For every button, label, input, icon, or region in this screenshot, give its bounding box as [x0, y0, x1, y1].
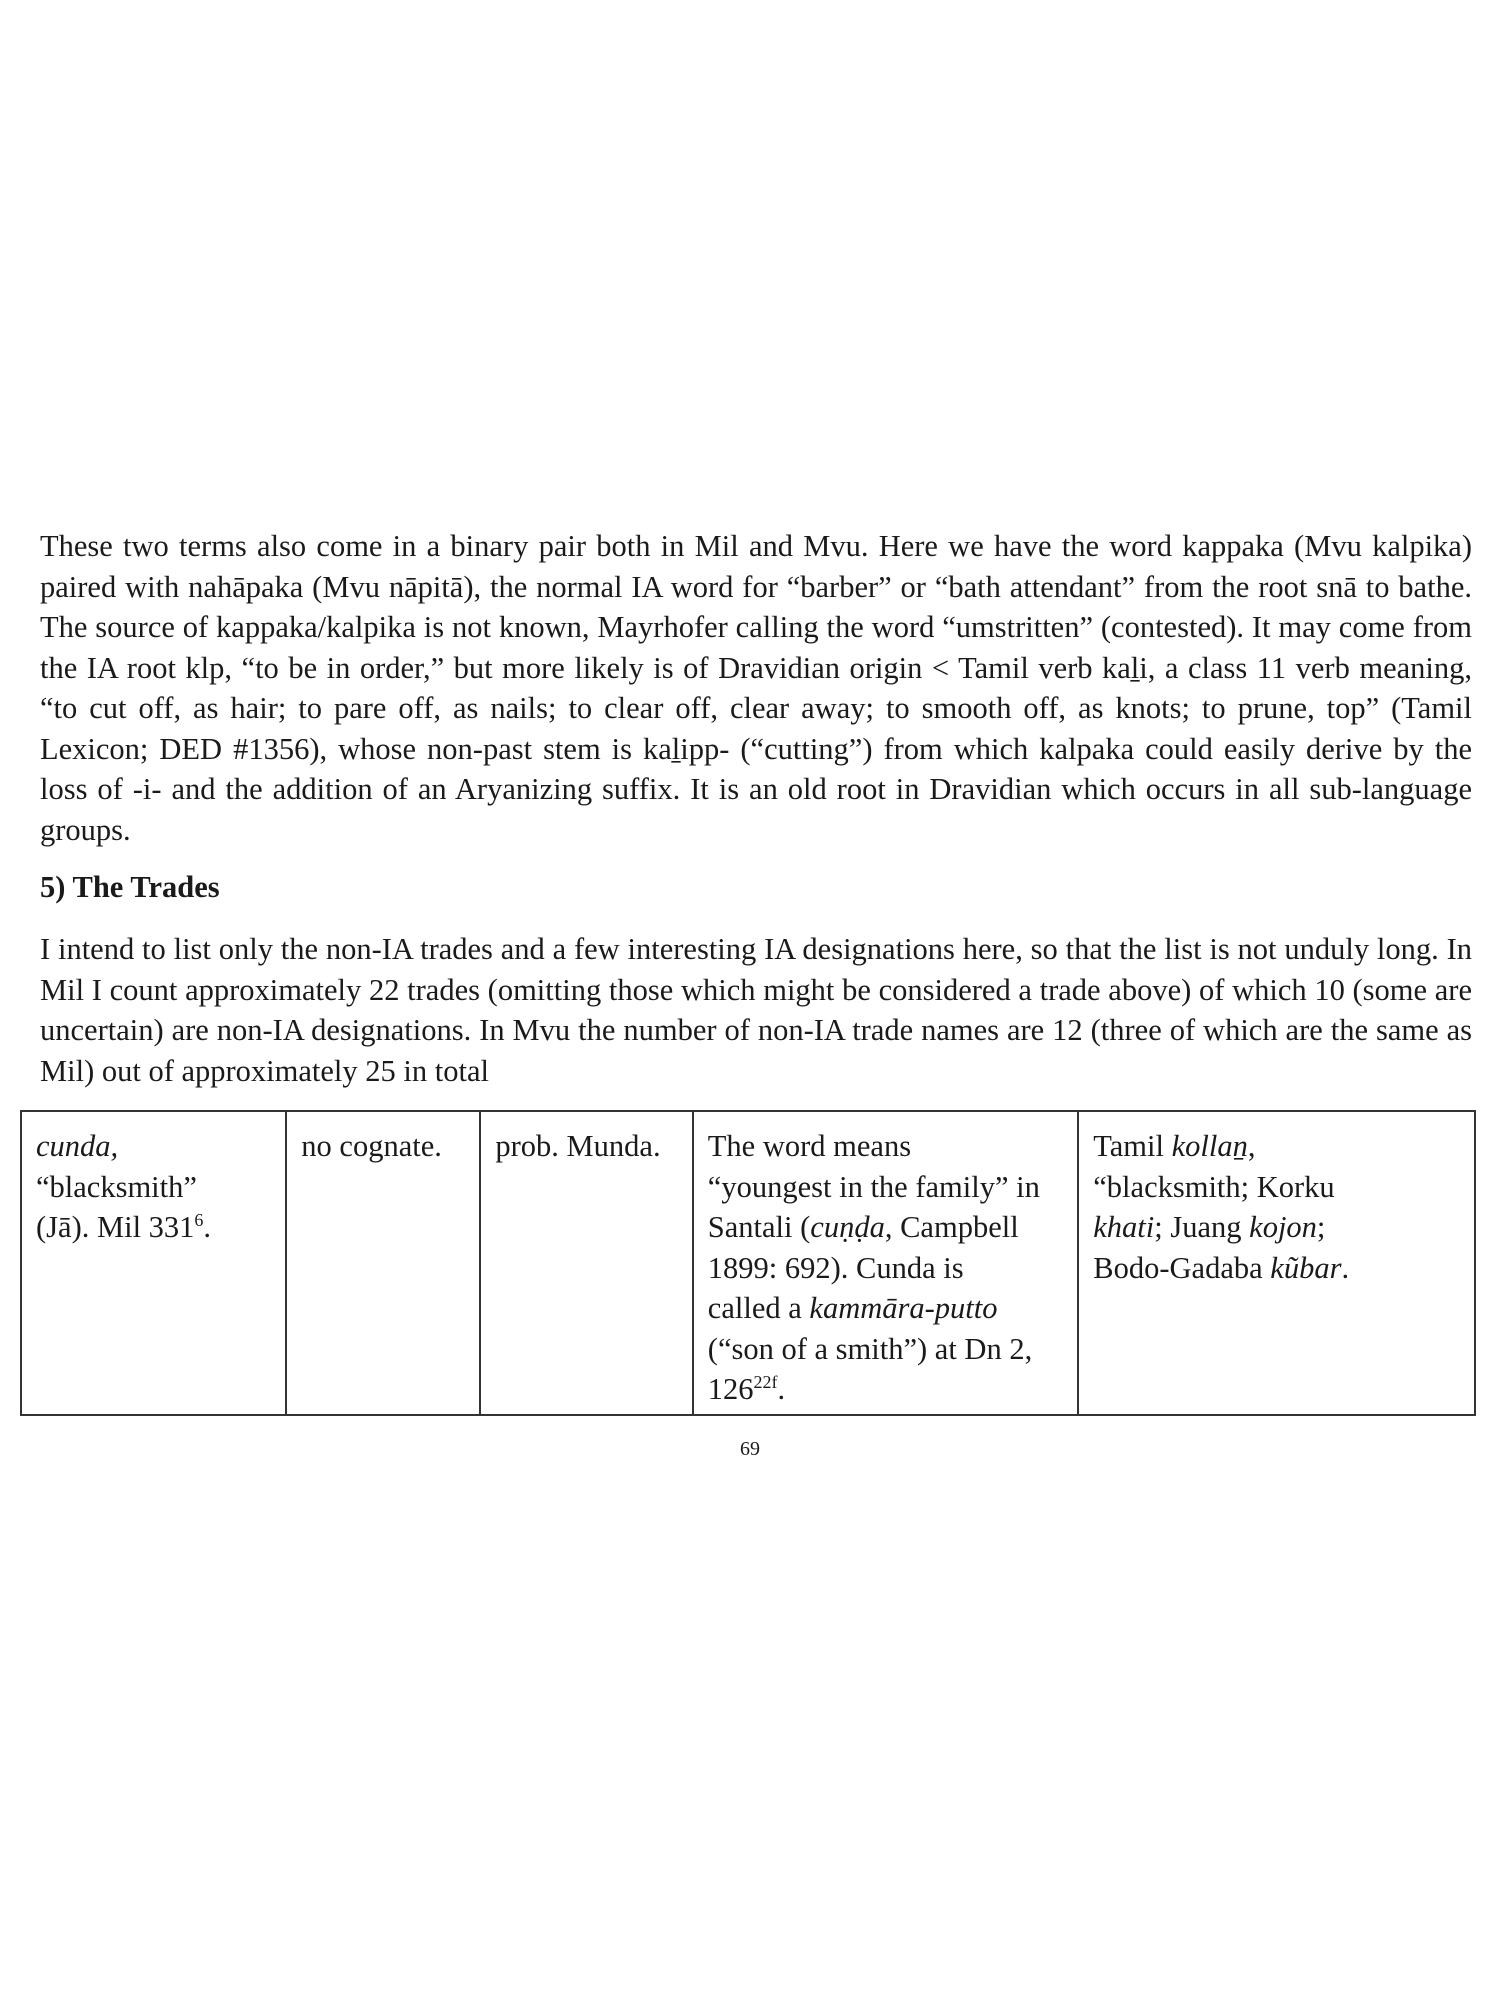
trades-line: above) of which 10 (some are uncertain) are non-IA designations. In Mvu the number of non-IA trade	[40, 972, 1472, 1047]
note-cell	[693, 1111, 1078, 1415]
trades-table	[20, 1110, 1476, 1416]
intro-line: Tamil verb kaḻi, a class 11 verb meaning, “to cut off, as hair; to pare off, as nails; to clear off, clear away;	[40, 650, 1472, 725]
comparanda-line: ;	[1316, 1210, 1326, 1244]
term-gloss: “blacksmith”	[36, 1169, 197, 1204]
cognate-text: no cognate.	[301, 1129, 442, 1163]
intro-line: (contested). It may come from the IA root klp, “to be in order,” but more likely is of Dravidian origin <	[40, 610, 1472, 685]
comparanda-word: khati	[1093, 1210, 1155, 1244]
note-word: kammāra-putto	[809, 1291, 998, 1325]
note-line: “youngest in the family” in	[707, 1169, 1040, 1204]
source-end: .	[203, 1210, 212, 1244]
intro-line: to smooth off, as knots; to prune, top” (Tamil Lexicon; DED #1356), whose non-past stem is kaḻipp-	[40, 691, 1472, 766]
origin-cell	[480, 1111, 692, 1415]
note-line: , Campbell	[884, 1210, 1019, 1244]
trades-paragraph	[40, 929, 1472, 1091]
comparanda-line: ; Juang	[1154, 1210, 1250, 1244]
comparanda-line: .	[1341, 1250, 1350, 1285]
intro-line: kalpika) paired with nahāpaka (Mvu nāpitā), the normal IA word for “barber” or “bath attendant” from the	[40, 529, 1472, 604]
comparanda-line: Bodo-Gadaba	[1093, 1250, 1271, 1285]
cognate-cell	[286, 1111, 480, 1415]
table-row	[21, 1111, 1475, 1415]
term-source: (Jā). Mil 331	[36, 1210, 195, 1244]
intro-paragraph	[40, 526, 1472, 850]
origin-text: prob. Munda.	[495, 1129, 661, 1163]
note-superscript: 22f	[753, 1371, 778, 1392]
note-line: 126	[707, 1372, 754, 1406]
comparanda-word: kollaṉ	[1171, 1129, 1248, 1163]
page-number: 69	[740, 1438, 760, 1460]
source-superscript: 6	[194, 1209, 204, 1230]
term-cell	[21, 1111, 286, 1415]
comparanda-line: Tamil	[1093, 1129, 1172, 1163]
note-word: cuṇḍa	[810, 1210, 885, 1244]
section-heading: 5) The Trades	[40, 870, 220, 904]
note-line: Santali (	[707, 1210, 811, 1244]
term: cunda,	[36, 1129, 119, 1163]
comparanda-word: kojon	[1249, 1210, 1317, 1244]
note-line: .	[777, 1372, 786, 1406]
note-line: (“son of a smith”) at Dn 2,	[707, 1331, 1033, 1366]
comparanda-line: ,	[1247, 1129, 1256, 1163]
trades-line: names are 12 (three of which are the same as Mil) out of approximately 25 in total	[40, 1013, 1472, 1088]
intro-line: These two terms also come in a binary pair both in Mil and Mvu. Here we have the word kappaka (Mvu	[40, 529, 1373, 563]
intro-line: (“cutting”) from which kalpaka could easily derive by the loss of -i- and the addition of an Aryanizing	[40, 731, 1472, 806]
comparanda-cell	[1078, 1111, 1475, 1415]
intro-line: root snā to bathe. The source of kappaka/kalpika is not known, Mayrhofer calling the word “umstritten”	[40, 569, 1472, 644]
comparanda-word: kũbar	[1270, 1250, 1342, 1285]
note-line: The word means	[707, 1129, 912, 1163]
trades-line: I intend to list only the non-IA trades and a few interesting IA designations here, so that the list is not	[40, 932, 1285, 966]
trades-line: unduly long. In Mil I count approximately 22 trades (omitting those which might be considered a trade	[40, 932, 1472, 1007]
note-line: 1899: 692). Cunda is	[707, 1250, 964, 1285]
note-line: called a	[707, 1291, 810, 1325]
comparanda-line: “blacksmith; Korku	[1093, 1169, 1335, 1204]
intro-line: suffix. It is an old root in Dravidian which occurs in all sub-language groups.	[40, 772, 1472, 847]
